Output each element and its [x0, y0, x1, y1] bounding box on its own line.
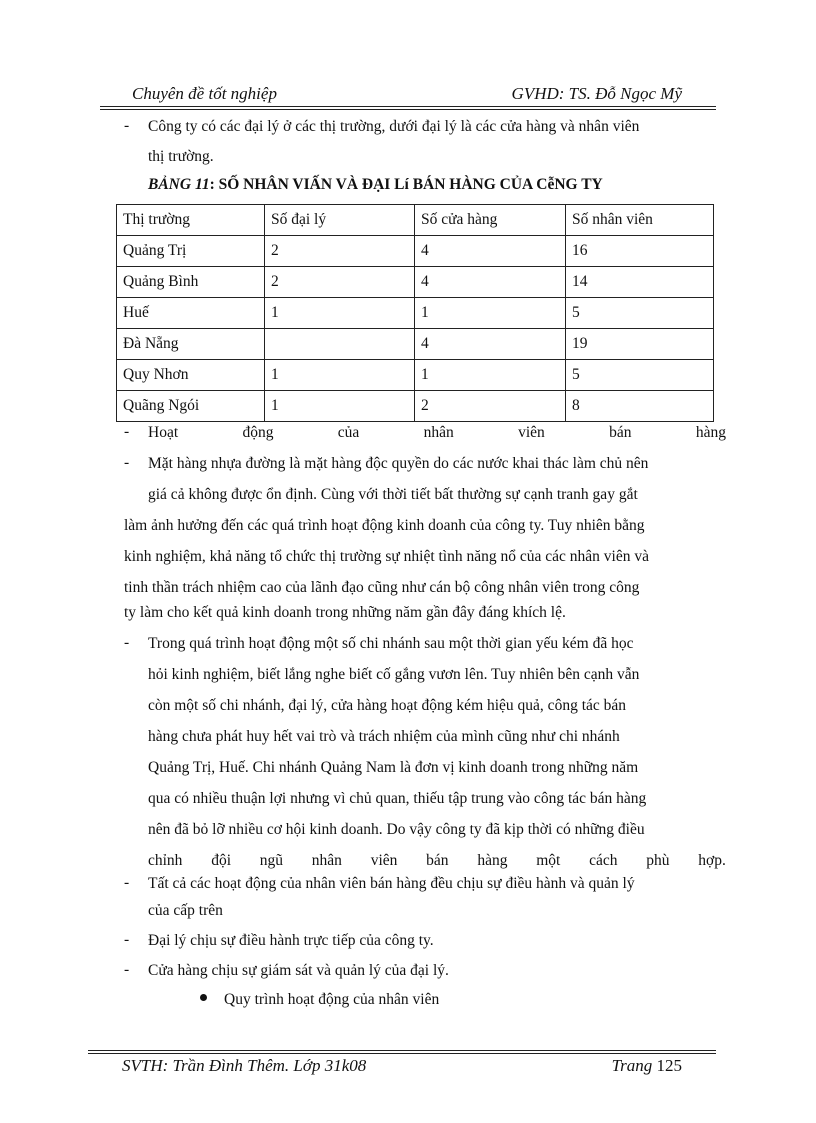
table-cell: [265, 329, 415, 360]
table-row: [117, 329, 714, 360]
table-title-rest: : SỐ NHÂN VIẤN VÀ ĐẠI Lí BÁN HÀNG CỦA CễNG TY: [209, 176, 603, 193]
table-cell: 5: [566, 360, 714, 391]
table-cell: 4: [415, 267, 566, 298]
para3-line: của cấp trên: [148, 902, 223, 919]
bullet-item: Quy trình hoạt động của nhân viên: [224, 991, 440, 1008]
para3-line: Tất cả các hoạt động của nhân viên bán hàng đều chịu sự điều hành và quản lý: [148, 875, 635, 892]
dash-marker: -: [124, 931, 130, 948]
table-cell: 14: [566, 267, 714, 298]
page-label: Trang: [611, 1056, 653, 1075]
table-cell: 1: [415, 360, 566, 391]
heading-word: Hoạt: [148, 424, 179, 441]
para1-line: Mặt hàng nhựa đường là mặt hàng độc quyền do các nước khai thác làm chủ nên: [148, 455, 649, 472]
table-header-cell: Số đại lý: [265, 205, 415, 236]
table-title-prefix: BẢNG 11: [148, 176, 210, 193]
para4-line: Đại lý chịu sự điều hành trực tiếp của công ty.: [148, 932, 434, 949]
footer-left: SVTH: Trần Đình Thêm. Lớp 31k08: [122, 1056, 367, 1075]
dash-marker: -: [124, 117, 130, 134]
para5-line: Cửa hàng chịu sự giám sát và quản lý của đại lý.: [148, 962, 449, 979]
table-row: [117, 236, 714, 267]
bullet-dot: [200, 994, 207, 1001]
footer-rule: [88, 1050, 716, 1051]
table-row: [117, 360, 714, 391]
intro-line: Công ty có các đại lý ở các thị trường, dưới đại lý là các cửa hàng và nhân viên: [148, 118, 640, 135]
table-cell: Đà Nẵng: [117, 329, 265, 360]
para1-line: tinh thần trách nhiệm cao của lãnh đạo cũng như cán bộ công nhân viên trong công: [124, 579, 640, 596]
word: hàng: [477, 852, 508, 869]
para1-line: giá cả không được ổn định. Cùng với thời tiết bất thường sự cạnh tranh gay gắt: [148, 486, 638, 503]
dash-marker: -: [124, 961, 130, 978]
heading-word: bán: [609, 424, 632, 441]
table-cell: 1: [265, 360, 415, 391]
word: cách: [589, 852, 618, 869]
table-cell: 1: [265, 298, 415, 329]
heading-word: động: [242, 424, 274, 441]
table-header-cell: Số cửa hàng: [415, 205, 566, 236]
page-number: [612, 1056, 682, 1076]
para2-line: hỏi kinh nghiệm, biết lắng nghe biết cố gắng vươn lên. Tuy nhiên bên cạnh vẫn: [148, 666, 640, 683]
header-rule: [100, 109, 716, 110]
table-cell: 4: [415, 329, 566, 360]
table-title: [148, 176, 603, 194]
table-cell: 2: [265, 267, 415, 298]
heading-word: nhân: [423, 424, 454, 441]
table-cell: 4: [415, 236, 566, 267]
para2-line: Trong quá trình hoạt động một số chi nhánh sau một thời gian yếu kém đã học: [148, 635, 634, 652]
dash-marker: -: [124, 454, 130, 471]
word: một: [536, 852, 561, 869]
table-cell: 2: [265, 236, 415, 267]
dash-marker: -: [124, 634, 130, 651]
table-cell: 19: [566, 329, 714, 360]
para2-line: hàng chưa phát huy hết vai trò và trách nhiệm của mình cũng như chi nhánh: [148, 728, 620, 745]
table-cell: 1: [415, 298, 566, 329]
table-row: [117, 267, 714, 298]
para2-line: còn một số chi nhánh, đại lý, cửa hàng hoạt động kém hiệu quả, công tác bán: [148, 697, 627, 714]
para2-line: Quảng Trị, Huế. Chi nhánh Quảng Nam là đơn vị kinh doanh trong những năm: [148, 759, 639, 776]
dash-marker: -: [124, 874, 130, 891]
page-number-value: 125: [656, 1056, 682, 1075]
word: hợp.: [698, 852, 726, 869]
word: bán: [426, 852, 449, 869]
table-cell: 1: [265, 391, 415, 422]
header-left: Chuyên đề tốt nghiệp: [132, 84, 277, 103]
table-cell: Quãng Ngói: [117, 391, 265, 422]
para1-line: làm ảnh hưởng đến các quá trình hoạt động kinh doanh của công ty. Tuy nhiên bằng: [124, 517, 645, 534]
table-cell: Quảng Trị: [117, 236, 265, 267]
table-cell: 16: [566, 236, 714, 267]
heading-word: của: [337, 424, 360, 441]
table-row: [117, 391, 714, 422]
table-header-row: [117, 205, 714, 236]
para1-line: kinh nghiệm, khả năng tổ chức thị trường sự nhiệt tình năng nổ của các nhân viên và: [124, 548, 649, 565]
word: phù: [646, 852, 670, 869]
footer-rule: [88, 1053, 716, 1054]
table-cell: 2: [415, 391, 566, 422]
para2-line: [148, 851, 726, 871]
table-cell: Huế: [117, 298, 265, 329]
word: nhân: [311, 852, 342, 869]
header-right: GVHD: TS. Đỗ Ngọc Mỹ: [511, 84, 682, 103]
table-cell: Quảng Bình: [117, 267, 265, 298]
table-header-cell: Thị trường: [117, 205, 265, 236]
word: viên: [370, 852, 398, 869]
word: chỉnh: [148, 852, 183, 869]
table-row: [117, 298, 714, 329]
word: ngũ: [259, 852, 284, 869]
intro-line: thị trường.: [148, 148, 214, 165]
table-header-cell: Số nhân viên: [566, 205, 714, 236]
header-rule: [100, 106, 716, 107]
table-cell: 8: [566, 391, 714, 422]
activity-heading: [148, 423, 726, 443]
para1-line: ty làm cho kết quả kinh doanh trong những năm gần đây đáng khích lệ.: [124, 604, 566, 621]
table-cell: 5: [566, 298, 714, 329]
word: đội: [211, 852, 232, 869]
agents-table: [116, 204, 714, 422]
dash-marker: -: [124, 423, 130, 440]
heading-word: hàng: [695, 424, 726, 441]
page-header: [100, 84, 716, 108]
para2-line: nên đã bỏ lỡ nhiều cơ hội kinh doanh. Do vậy công ty đã kịp thời có những điều: [148, 821, 645, 838]
table-cell: Quy Nhơn: [117, 360, 265, 391]
heading-word: viên: [518, 424, 545, 441]
para2-line: qua có nhiều thuận lợi nhưng vì chủ quan, thiếu tập trung vào công tác bán hàng: [148, 790, 647, 807]
